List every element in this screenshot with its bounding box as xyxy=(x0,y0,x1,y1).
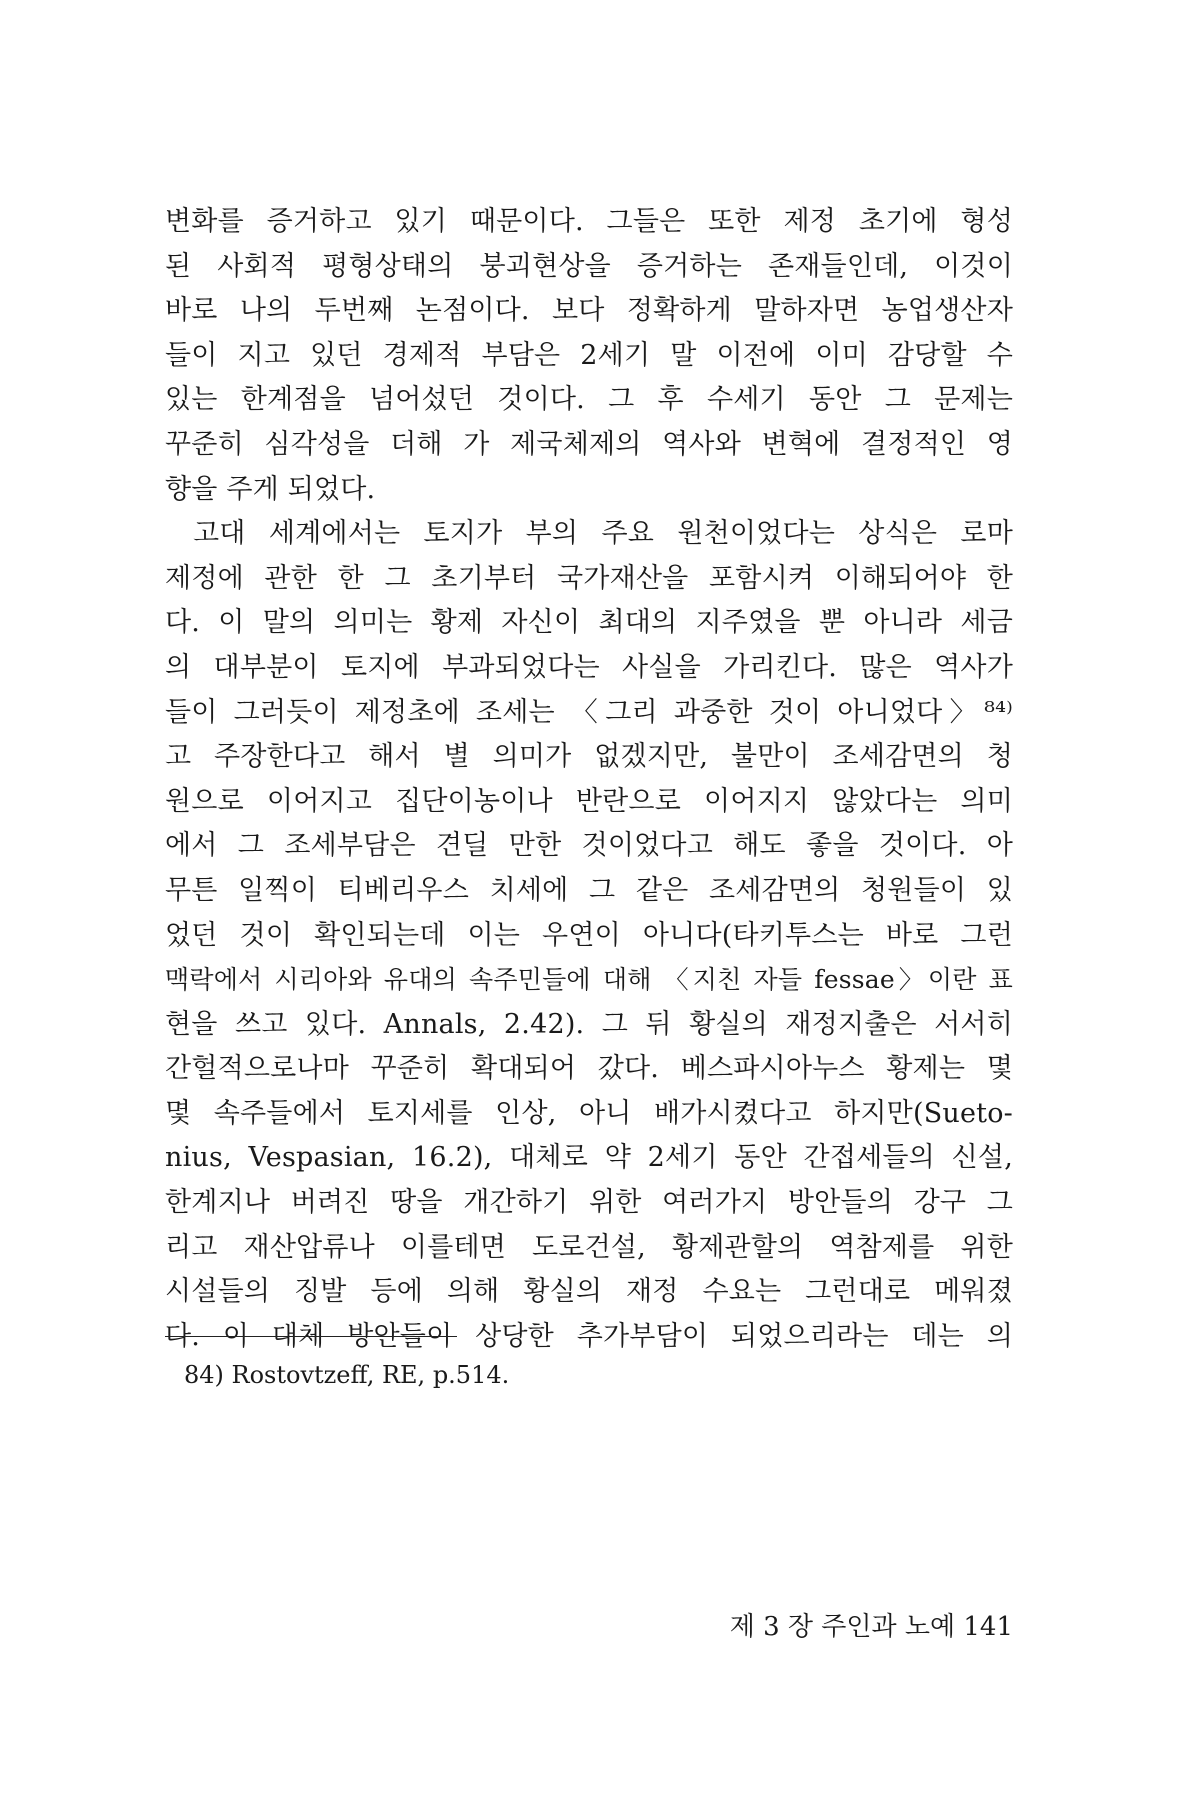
body-line: 들이 지고 있던 경제적 부담은 2세기 말 이전에 이미 감당할 수 xyxy=(165,339,1013,371)
body-line: 다. 이 대체 방안들이 상당한 추가부담이 되었으리라는 데는 의 xyxy=(165,1320,1013,1352)
body-line: 제정에 관한 한 그 초기부터 국가재산을 포함시켜 이해되어야 한 xyxy=(165,562,1013,594)
body-line: 한계지나 버려진 땅을 개간하기 위한 여러가지 방안들의 강구 그 xyxy=(165,1187,1013,1219)
footnote: 84) Rostovtzeff, RE, p.514. xyxy=(184,1361,510,1389)
body-line: 맥락에서 시리아와 유대의 속주민들에 대해 〈지친 자들 fessae〉이란 표 xyxy=(165,965,1013,995)
body-line: 었던 것이 확인되는데 이는 우연이 아니다(타키투스는 바로 그런 xyxy=(165,919,1013,951)
body-line: 시설들의 징발 등에 의해 황실의 재정 수요는 그런대로 메워졌 xyxy=(165,1276,1013,1308)
body-text xyxy=(165,200,1013,1359)
body-line: 원으로 이어지고 집단이농이나 반란으로 이어지지 않았다는 의미 xyxy=(165,785,1013,817)
body-line: 리고 재산압류나 이를테면 도로건설, 황제관할의 역참제를 위한 xyxy=(165,1231,1013,1263)
body-line: 들이 그러듯이 제정초에 조세는 〈그리 과중한 것이 아니었다〉⁸⁴⁾ xyxy=(165,696,1013,728)
body-line: 에서 그 조세부담은 견딜 만한 것이었다고 해도 좋을 것이다. 아 xyxy=(165,830,1013,862)
body-line: 된 사회적 평형상태의 붕괴현상을 증거하는 존재들인데, 이것이 xyxy=(165,250,1013,282)
body-line: 다. 이 말의 의미는 황제 자신이 최대의 지주였을 뿐 아니라 세금 xyxy=(165,607,1013,639)
body-line: 의 대부분이 토지에 부과되었다는 사실을 가리킨다. 많은 역사가 xyxy=(165,651,1013,683)
footnote-divider xyxy=(165,1336,457,1337)
body-line: 간헐적으로나마 꾸준히 확대되어 갔다. 베스파시아누스 황제는 몇 xyxy=(165,1053,1013,1085)
body-line: 변화를 증거하고 있기 때문이다. 그들은 또한 제정 초기에 형성 xyxy=(165,206,1013,237)
body-line: 고대 세계에서는 토지가 부의 주요 원천이었다는 상식은 로마 xyxy=(193,518,1013,550)
body-line: 향을 주게 되었다. xyxy=(165,473,376,505)
body-line: 꾸준히 심각성을 더해 가 제국체제의 역사와 변혁에 결정적인 영 xyxy=(165,428,1013,460)
body-line: 현을 쓰고 있다. Annals, 2.42). 그 뒤 황실의 재정지출은 서서히 xyxy=(165,1008,1013,1040)
body-line: 고 주장한다고 해서 별 의미가 없겠지만, 불만이 조세감면의 청 xyxy=(165,741,1013,773)
body-line: nius, Vespasian, 16.2), 대체로 약 2세기 동안 간접세들의 신설, xyxy=(165,1142,1013,1174)
body-line: 몇 속주들에서 토지세를 인상, 아니 배가시켰다고 하지만(Sueto- xyxy=(165,1097,1013,1129)
body-line: 바로 나의 두번째 논점이다. 보다 정확하게 말하자면 농업생산자 xyxy=(165,295,1013,327)
running-footer: 제 3 장 주인과 노예 141 xyxy=(729,1612,1013,1642)
body-line: 무튼 일찍이 티베리우스 치세에 그 같은 조세감면의 청원들이 있 xyxy=(165,874,1013,906)
body-line: 있는 한계점을 넘어섰던 것이다. 그 후 수세기 동안 그 문제는 xyxy=(165,384,1013,416)
